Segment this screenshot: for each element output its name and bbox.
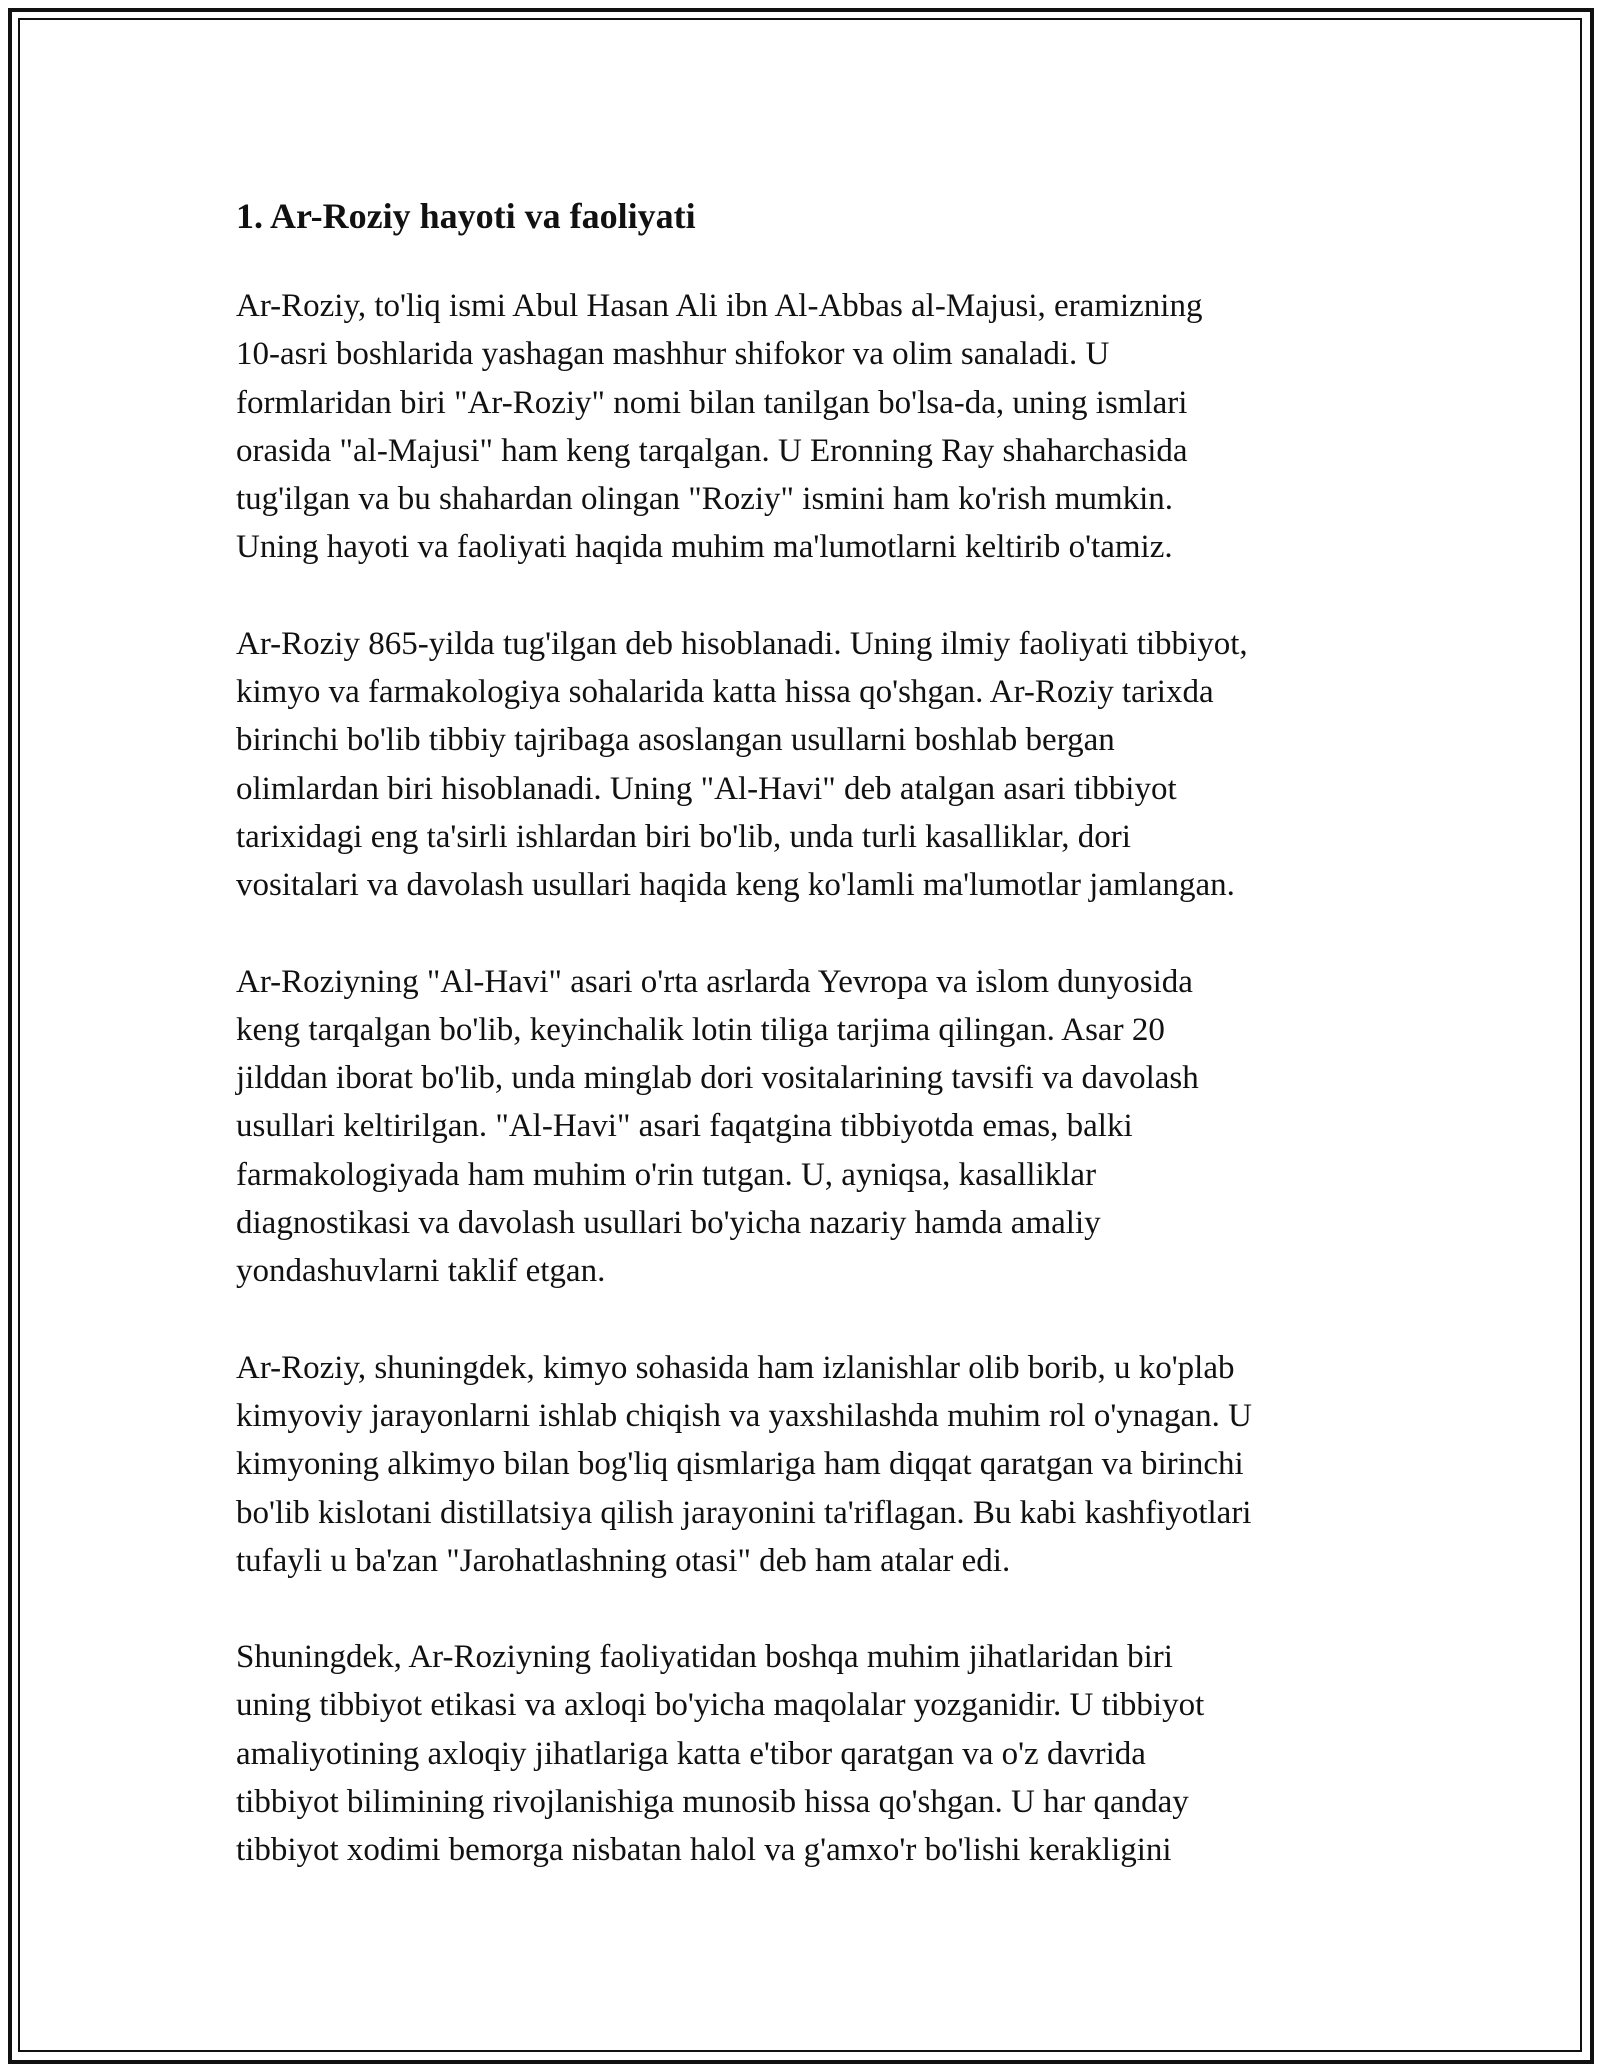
paragraph-4: Ar-Roziy, shuningdek, kimyo sohasida ham izlanishlar olib borib, u ko'plab kimyoviy jarayonlarni ishlab chiqish va yaxshilashda muhim rol o'ynagan. U kimyoning alkimyo bilan bog'liq qismlariga ham diqqat qaratgan va birinchi bo'lib kislotani distillatsiya qilish jarayonini ta'riflagan. Bu kabi kashfiyotlari tufayli u ba'zan "Jarohatlashning otasi" deb ham atalar edi. — [236, 1349, 1252, 1579]
section-heading: 1. Ar-Roziy hayoti va faoliyati — [236, 196, 696, 236]
paragraph-5: Shuningdek, Ar-Roziyning faoliyatidan boshqa muhim jihatlaridan biri uning tibbiyot etikasi va axloqi bo'yicha maqolalar yozganidir. U tibbiyot amaliyotining axloqiy jihatlariga katta e'tibor qaratgan va o'z davrida tibbiyot bilimining rivojlanishiga munosib hissa qo'shgan. U har qanday tibbiyot xodimi bemorga nisbatan halol va g'amxo'r bo'lishi kerakligini — [236, 1639, 1205, 1869]
paragraph-1: Ar-Roziy, to'liq ismi Abul Hasan Ali ibn Al-Abbas al-Majusi, eramizning 10-asri boshlarida yashagan mashhur shifokor va olim sanaladi. U formlaridan biri "Ar-Roziy" nomi bilan tanilgan bo'lsa-da, uning ismlari orasida "al-Majusi" ham keng tarqalgan. U Eronning Ray shaharchasida tug'ilgan va bu shahardan olingan "Roziy" ismini ham ko'rish mumkin. Uning hayoti va faoliyati haqida muhim ma'lumotlarni keltirib o'tamiz. — [236, 288, 1203, 566]
document-body — [236, 180, 1386, 1923]
paragraph-3: Ar-Roziyning "Al-Havi" asari o'rta asrlarda Yevropa va islom dunyosida keng tarqalgan bo'lib, keyinchalik lotin tiliga tarjima qilingan. Asar 20 jilddan iborat bo'lib, unda minglab dori vositalarining tavsifi va davolash usullari keltirilgan. "Al-Havi" asari faqatgina tibbiyotda emas, balki farmakologiyada ham muhim o'rin tutgan. U, ayniqsa, kasalliklar diagnostikasi va davolash usullari bo'yicha nazariy hamda amaliy yondashuvlarni taklif etgan. — [236, 963, 1199, 1290]
paragraph-2: Ar-Roziy 865-yilda tug'ilgan deb hisoblanadi. Uning ilmiy faoliyati tibbiyot, kimyo va farmakologiya sohalarida katta hissa qo'shgan. Ar-Roziy tarixda birinchi bo'lib tibbiy tajribaga asoslangan usullarni boshlab bergan olimlardan biri hisoblanadi. Uning "Al-Havi" deb atalgan asari tibbiyot tarixidagi eng ta'sirli ishlardan biri bo'lib, unda turli kasalliklar, dori vositalari va davolash usullari haqida keng ko'lamli ma'lumotlar jamlangan. — [236, 625, 1248, 904]
